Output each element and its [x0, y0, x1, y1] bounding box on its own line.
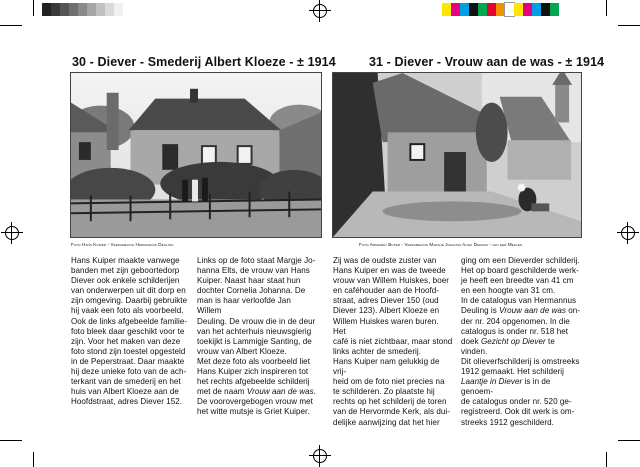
text-line: Kuiper. Naast haar staat hun [197, 276, 301, 286]
text-line: te schilderen. Zo plaatste hij [333, 387, 435, 397]
text-line: het witte mutsje is Griet Kuiper. [197, 407, 310, 417]
text-line: Deuling is Vrouw aan de was on- [461, 306, 581, 316]
calibration-swatch [550, 3, 559, 16]
text-line: registreerd. Ook dit werk is om- [461, 407, 575, 417]
text-line: Hans Kuiper nam gelukkig de vrij- [333, 356, 440, 377]
text-line: 1912 gemaakt. Het schilderij [461, 367, 564, 377]
text-line: met de naam Vrouw aan de was. [197, 387, 316, 397]
text-line: links achter de smederij. [333, 346, 422, 356]
text-line: van onderwerpen uit dit dorp en [71, 286, 186, 296]
text-line: Hans Kuiper maakte vanwege [71, 256, 180, 265]
text-line: hij deze unieke foto van de ach- [71, 367, 187, 377]
crop-mark [33, 452, 34, 467]
calibration-swatch [78, 3, 87, 16]
text-line: van de Hervormde Kerk, als dui- [333, 407, 450, 417]
calibration-swatch [442, 3, 451, 16]
text-line: hij vaak een foto als voorbeeld. [71, 306, 184, 316]
calibration-swatch [451, 3, 460, 16]
text-line: je heeft een breedte van 41 cm [461, 276, 574, 286]
crop-mark [606, 0, 607, 16]
calibration-swatch [60, 3, 69, 16]
text-line: de catalogus onder nr. 520 ge- [461, 397, 572, 407]
calibration-swatch [114, 3, 123, 16]
calibration-swatch [505, 3, 514, 16]
text-line: doek Gezicht op Diever te vinden. [461, 336, 555, 356]
text-line: café is niet zichtbaar, maar stond [333, 336, 453, 346]
text-line: Ook de links afgebeelde familie- [71, 316, 188, 326]
text-line: zijn. Voor het maken van deze [71, 336, 181, 346]
text-line: hanna Elts, de vrouw van Hans [197, 266, 310, 276]
text-line: Willem Huiskes waren buren. Het [333, 316, 439, 336]
calibration-swatch [523, 3, 532, 16]
text-column-4 [461, 256, 581, 428]
text-line: Met deze foto als voorbeeld liet [197, 356, 310, 366]
calibration-swatch [514, 3, 523, 16]
text-line: zijn omgeving. Daarbij gebruikte [71, 296, 188, 306]
text-line: het rechts afgebeelde schilderij [197, 377, 310, 387]
text-line: straat, adres Diever 150 (oud [333, 296, 439, 306]
text-line: foto bleek daar geschikt voor te [71, 326, 185, 336]
text-line: der nr. 204 opgenomen. In die [461, 316, 570, 326]
text-line: van het achterhuis nieuwsgierig [197, 326, 312, 336]
calibration-swatch [69, 3, 78, 16]
text-line: Zij was de oudste zuster van [333, 256, 437, 265]
calibration-swatch [460, 3, 469, 16]
text-line: streeks 1912 geschilderd. [461, 417, 554, 427]
text-line: Links op de foto staat Margje Jo- [197, 256, 316, 265]
painting-photo [332, 72, 582, 238]
crop-mark [0, 440, 22, 441]
text-line: delijke aanwijzing dat het hier [333, 417, 440, 427]
text-line: in de Peperstraat. Daar maakte [71, 356, 185, 366]
calibration-swatch [478, 3, 487, 16]
text-line: Laantje in Diever is in de genoem- [461, 377, 551, 397]
registration-mark-top [313, 4, 327, 18]
text-column-2 [197, 256, 317, 418]
crop-mark [0, 25, 22, 26]
text-line: foto stond zijn toestel opgesteld [71, 346, 186, 356]
color-calibration-bar [442, 3, 559, 16]
text-line: vrouw van Willem Huiskes, boer [333, 276, 449, 286]
text-line: man is haar verloofde Jan Willem [197, 296, 291, 316]
crop-mark [618, 440, 640, 441]
calibration-swatch [541, 3, 550, 16]
crop-mark [33, 0, 34, 16]
text-line: terkant van de smederij en het [71, 377, 181, 387]
text-line: toekijkt is Lammigje Santing, de [197, 336, 312, 346]
text-line: De voorovergebogen vrouw met [197, 397, 313, 407]
registration-mark-left [5, 226, 19, 240]
text-line: Deuling. De vrouw die in de deur [197, 316, 316, 326]
text-line: Hans Kuiper en was de tweede [333, 266, 446, 276]
grayscale-calibration-bar [42, 3, 123, 16]
text-line: en caféhouder aan de Hoofd- [333, 286, 440, 296]
text-column-3 [333, 256, 453, 428]
photo-credit-right: Foto Armando Buter - Verzameling Margje Johanna Alida Dekker - van der Meulen [359, 242, 523, 247]
text-line: catalogus is onder nr. 518 het [461, 326, 569, 336]
text-line: Diever ook enkele schilderijen [71, 276, 180, 286]
calibration-swatch [532, 3, 541, 16]
text-line: In de catalogus van Hermannus [461, 296, 577, 306]
text-line: huis van Albert Kloeze aan de [71, 387, 179, 397]
crop-mark [618, 25, 640, 26]
calibration-swatch [105, 3, 114, 16]
registration-mark-right [621, 226, 635, 240]
text-line: Dit olieverfschilderij is omstreeks [461, 356, 580, 366]
text-column-1 [71, 256, 191, 407]
text-line: Hans Kuiper zich inspireren tot [197, 367, 309, 377]
text-line: dochter Cornelia Johanna. De [197, 286, 306, 296]
calibration-swatch [487, 3, 496, 16]
text-line: heid om de foto niet precies na [333, 377, 445, 387]
calibration-swatch [96, 3, 105, 16]
text-line: vrouw van Albert Kloeze. [197, 346, 287, 356]
registration-mark-bottom [313, 449, 327, 463]
text-line: ging om een Dieverder schilderij. [461, 256, 580, 265]
calibration-swatch [42, 3, 51, 16]
calibration-swatch [51, 3, 60, 16]
text-line: Het op board geschilderde werk- [461, 266, 579, 276]
page-title-left: 30 - Diever - Smederij Albert Kloeze - ± 1914 [72, 55, 336, 69]
text-line: en een hoogte van 31 cm. [461, 286, 556, 296]
text-line: rechts op het schilderij de toren [333, 397, 447, 407]
calibration-swatch [496, 3, 505, 16]
text-line: banden met zijn geboortedorp [71, 266, 180, 276]
calibration-swatch [469, 3, 478, 16]
smithy-photo [70, 72, 322, 238]
page-title-right: 31 - Diever - Vrouw aan de was - ± 1914 [369, 55, 605, 69]
text-line: Diever 123). Albert Kloeze en [333, 306, 440, 316]
photo-credit-left: Foto Hans Kuiper - Verzameling Hermannus Deuling [71, 242, 174, 247]
calibration-swatch [87, 3, 96, 16]
text-line: Hoofdstraat, adres Diever 152. [71, 397, 183, 407]
crop-mark [606, 452, 607, 467]
